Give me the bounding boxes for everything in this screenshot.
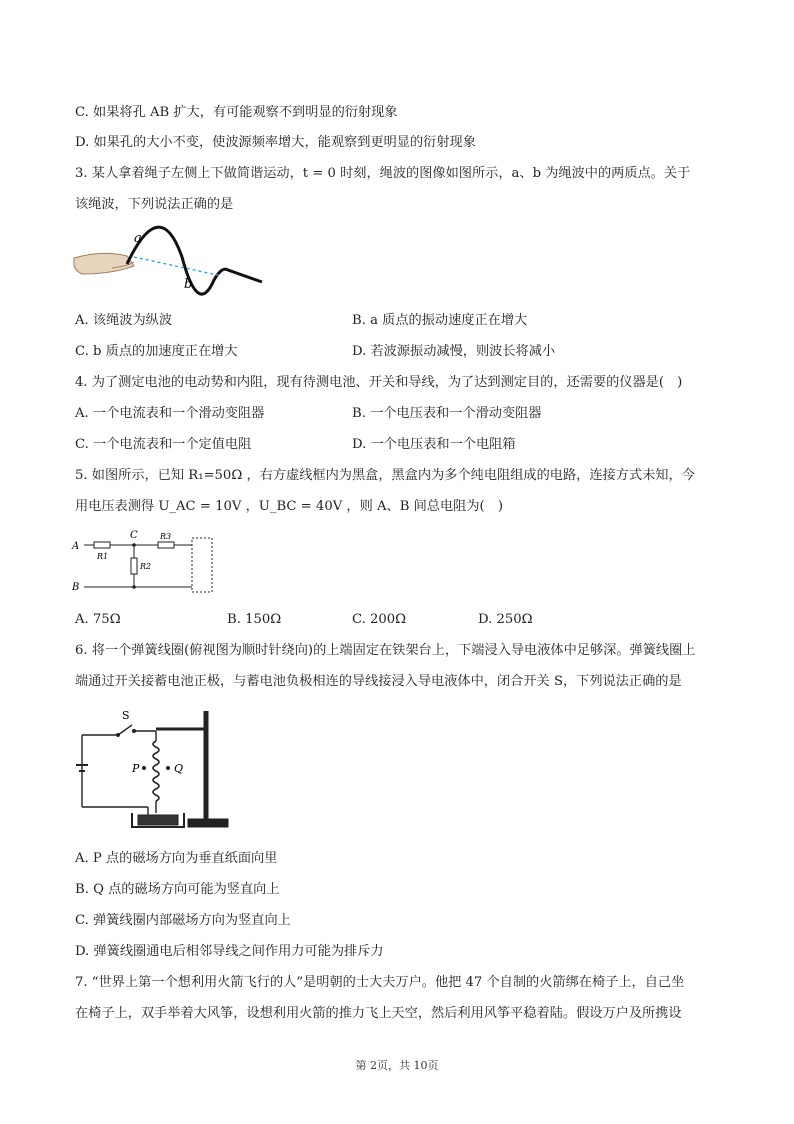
question-7-text: 7. “世界上第一个想利用火箭飞行的人”是明朝的士大夫万户。他把 47 个自制的火箭绑在椅子上，自己坐 <box>75 975 685 990</box>
q6-option-b: B. Q 点的磁场方向可能为竖直向上 <box>75 882 280 897</box>
node-c-label: C <box>130 530 138 541</box>
q5-option-c: C. 200Ω <box>352 612 407 627</box>
page-footer: 第 2页，共 10页 <box>355 1059 439 1072</box>
question-5-text-cont: 用电压表测得 U_AC = 10V ，U_BC = 40V ，则 A、B 间总电阻为( ) <box>75 499 503 514</box>
node-a-label: A <box>72 541 80 552</box>
q4-option-d: D. 一个电压表和一个电阻箱 <box>352 437 516 452</box>
q6-option-d: D. 弹簧线圈通电后相邻导线之间作用力可能为排斥力 <box>75 944 384 959</box>
option-d-q2: D. 如果孔的大小不变，使波源频率增大，能观察到更明显的衍射现象 <box>75 135 476 150</box>
q5-option-d: D. 250Ω <box>478 612 533 627</box>
circuit-figure <box>70 528 220 596</box>
question-7-text-cont: 在椅子上，双手举着大风筝，设想利用火箭的推力飞上天空，然后利用风筝平稳着陆。假设万户及所携设 <box>75 1006 682 1021</box>
q3-option-c: C. b 质点的加速度正在增大 <box>75 344 238 359</box>
node-b-label: B <box>72 582 80 593</box>
q3-option-a: A. 该绳波为纵波 <box>75 313 173 328</box>
question-5-text: 5. 如图所示，已知 R₁=50Ω ，右方虚线框内为黑盒，黑盒内为多个纯电阻组成的电路，连接方式未知，今 <box>75 468 695 483</box>
question-6-text: 6. 将一个弹簧线圈(俯视图为顺时针绕向)的上端固定在铁架台上，下端浸入导电液体中足够深。弹簧线圈上 <box>75 643 696 658</box>
q4-option-a: A. 一个电流表和一个滑动变阻器 <box>75 406 265 421</box>
q5-option-a: A. 75Ω <box>75 612 121 627</box>
q5-option-b: B. 150Ω <box>227 612 282 627</box>
q4-option-c: C. 一个电流表和一个定值电阻 <box>75 437 252 452</box>
r3-label: R3 <box>160 532 172 541</box>
question-4-text: 4. 为了测定电池的电动势和内阻，现有待测电池、开关和导线，为了达到测定目的，还需要的仪器是( ) <box>75 375 683 390</box>
point-q-label: Q <box>174 762 184 775</box>
label-a: a <box>134 231 142 246</box>
q6-option-a: A. P 点的磁场方向为垂直纸面向里 <box>75 851 278 866</box>
r1-label: R1 <box>97 552 109 561</box>
q6-option-c: C. 弹簧线圈内部磁场方向为竖直向上 <box>75 913 291 928</box>
question-3-text: 3. 某人拿着绳子左侧上下做简谐运动，t = 0 时刻，绳波的图像如图所示，a、b 为绳波中的两质点。关于 <box>75 166 691 181</box>
rope-wave-figure <box>72 222 272 302</box>
q3-option-b: B. a 质点的振动速度正在增大 <box>352 313 528 328</box>
r2-label: R2 <box>140 562 152 571</box>
switch-label: S <box>122 709 130 722</box>
spring-coil-figure <box>72 705 232 833</box>
option-c-q2: C. 如果将孔 AB 扩大，有可能观察不到明显的衍射现象 <box>75 105 398 120</box>
question-3-text-cont: 该绳波，下列说法正确的是 <box>75 197 234 212</box>
label-b: b <box>184 277 193 292</box>
question-6-text-cont: 端通过开关接蓄电池正极，与蓄电池负极相连的导线接浸入导电液体中，闭合开关 S，下列说法正确的是 <box>75 674 682 689</box>
point-p-label: P <box>132 762 140 775</box>
q3-option-d: D. 若波源振动减慢，则波长将减小 <box>352 344 556 359</box>
q4-option-b: B. 一个电压表和一个滑动变阻器 <box>352 406 542 421</box>
